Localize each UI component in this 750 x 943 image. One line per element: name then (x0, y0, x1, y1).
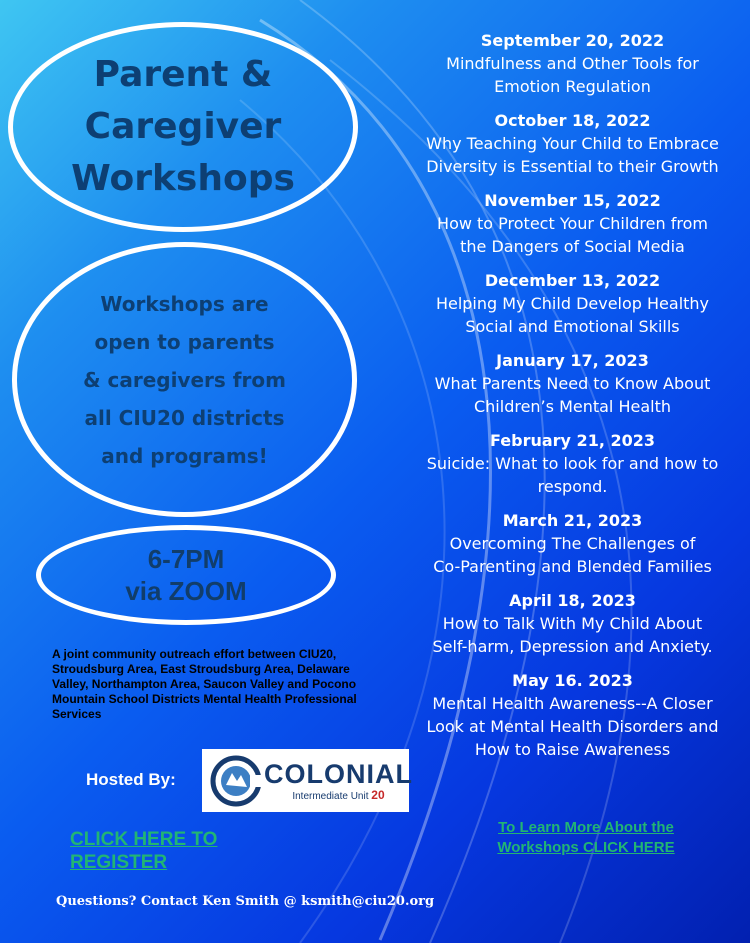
event-date: October 18, 2022 (494, 111, 651, 130)
event-date: November 15, 2022 (484, 191, 661, 210)
logo-name: COLONIAL (264, 758, 413, 789)
event-date: April 18, 2023 (509, 591, 636, 610)
time-oval (36, 525, 336, 625)
open-info-oval (12, 242, 357, 517)
event-item (400, 270, 745, 338)
event-title: Suicide: What to look for and how to respond. (426, 454, 719, 496)
event-title: Mindfulness and Other Tools for Emotion Regulation (446, 54, 699, 96)
event-date: March 21, 2023 (502, 511, 643, 530)
event-item (400, 430, 745, 498)
register-link[interactable]: CLICK HERE TO REGISTER (70, 829, 218, 873)
event-item (400, 590, 745, 658)
title-oval (8, 22, 358, 232)
event-date: January 17, 2023 (496, 351, 649, 370)
event-item (400, 510, 745, 578)
event-item (400, 110, 745, 178)
page-title: Parent & Caregiver Workshops (71, 54, 295, 199)
event-title: What Parents Need to Know About Children’s Mental Health (434, 374, 711, 416)
event-title: Mental Health Awareness--A Closer Look at Mental Health Disorders and How to Raise Awareness (426, 694, 719, 759)
logo-number: 20 (371, 787, 385, 802)
event-date: May 16. 2023 (512, 671, 633, 690)
colonial-logo-icon (210, 755, 262, 807)
event-item (400, 190, 745, 258)
event-title: Overcoming The Challenges of Co-Parenting and Blended Families (433, 534, 712, 576)
time-text: 6-7PM via ZOOM (125, 544, 247, 606)
event-title: How to Talk With My Child About Self-harm, Depression and Anxiety. (432, 614, 713, 656)
logo-subtitle (292, 789, 384, 803)
event-item (400, 670, 745, 761)
event-title: Helping My Child Develop Healthy Social and Emotional Skills (435, 294, 710, 336)
learn-more-link[interactable]: To Learn More About the Workshops CLICK HERE (497, 819, 675, 856)
event-item (400, 30, 745, 98)
workshop-schedule (400, 30, 745, 773)
event-date: September 20, 2022 (480, 31, 665, 50)
open-info-text: Workshops are open to parents & caregivers from all CIU20 districts and programs! (83, 291, 286, 468)
event-title: How to Protect Your Children from the Dangers of Social Media (437, 214, 708, 256)
partners-text: A joint community outreach effort between CIU20, Stroudsburg Area, East Stroudsburg Area, Delaware Valley, Northampton Area, Saucon Valley and Pocono Mountain School Districts Mental Health Professional Services (52, 647, 357, 721)
colonial-logo (202, 749, 413, 812)
logo-subtitle-text: Intermediate Unit (292, 790, 369, 802)
colonial-logo-words (264, 759, 413, 803)
contact-text: Questions? Contact Ken Smith @ ksmith@ciu20.org (56, 894, 435, 909)
event-date: December 13, 2022 (484, 271, 661, 290)
event-title: Why Teaching Your Child to Embrace Diversity is Essential to their Growth (426, 134, 719, 176)
event-date: February 21, 2023 (490, 431, 655, 450)
event-item (400, 350, 745, 418)
hosted-by-label: Hosted By: (86, 770, 176, 789)
